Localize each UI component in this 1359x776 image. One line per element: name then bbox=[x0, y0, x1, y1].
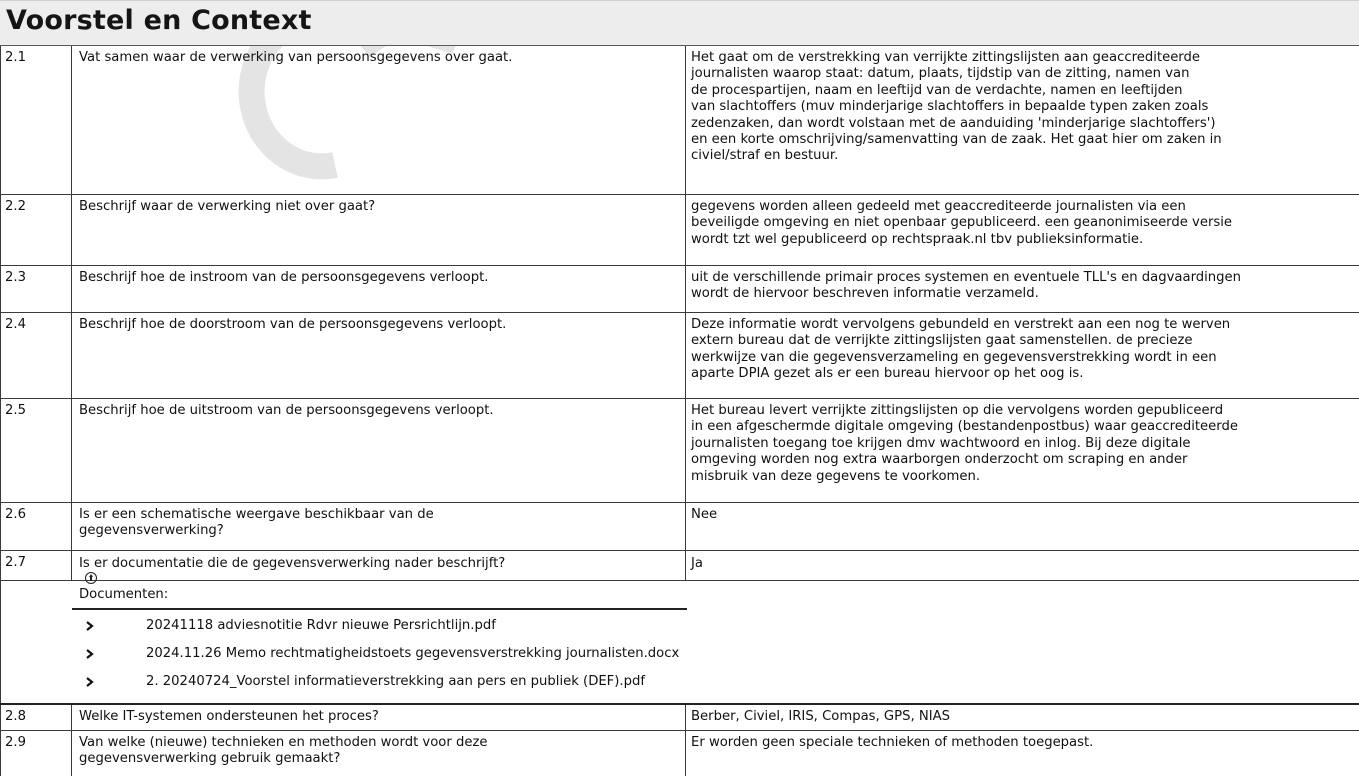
answer-line: Deze informatie wordt vervolgens gebundeld en verstrekt aan een nog te werven bbox=[691, 317, 1231, 332]
answer-line: aparte DPIA gezet als er een bureau hiervoor op het oog is. bbox=[691, 366, 1084, 382]
table-row bbox=[0, 266, 1359, 313]
answer-line: Nee bbox=[691, 507, 718, 522]
row-number: 2.4 bbox=[0, 313, 72, 398]
section-title: Voorstel en Context bbox=[6, 5, 312, 36]
answer-line: en een korte omschrijving/samenvatting van de zaak. Het gaat hier om zaken in bbox=[691, 132, 1222, 148]
answer-cell bbox=[686, 46, 1359, 194]
question-cell bbox=[72, 503, 686, 550]
row-number: 2.2 bbox=[0, 195, 72, 265]
chevron-right-icon bbox=[86, 677, 94, 687]
answer-line: de procespartijen, naam en leeftijd van de verdachte, namen en leeftijden bbox=[691, 82, 1183, 98]
documents-divider bbox=[72, 608, 687, 610]
answer-line: civiel/straf en bestuur. bbox=[691, 148, 839, 164]
answer-cell bbox=[686, 705, 1359, 730]
question-cell bbox=[72, 46, 686, 194]
row-number: 2.1 bbox=[0, 46, 72, 194]
answer-line: Berber, Civiel, IRIS, Compas, GPS, NIAS bbox=[691, 709, 950, 724]
question-text: gegevensverwerking? bbox=[79, 523, 224, 539]
answer-cell bbox=[686, 551, 1359, 580]
question-text: Van welke (nieuwe) technieken en methoden wordt voor deze bbox=[79, 735, 488, 750]
question-cell bbox=[72, 551, 686, 580]
question-cell bbox=[72, 705, 686, 730]
answer-line: uit de verschillende primair proces systemen en eventuele TLL's en dagvaardingen bbox=[691, 270, 1241, 285]
answer-line: van slachtoffers (muv minderjarige slachtoffers in bepaalde typen zaken zoals bbox=[691, 99, 1209, 115]
table-row bbox=[0, 551, 1359, 581]
answer-line: wordt de hiervoor beschreven informatie verzameld. bbox=[691, 286, 1039, 302]
answer-line: misbruik van deze gegevens te voorkomen. bbox=[691, 468, 981, 484]
row-number bbox=[0, 581, 72, 705]
answer-cell bbox=[686, 503, 1359, 550]
answer-cell bbox=[686, 195, 1359, 265]
section-header bbox=[0, 0, 1359, 46]
row-number: 2.9 bbox=[0, 731, 72, 776]
answer-line: journalisten toegang toe krijgen dmv wachtwoord en inlog. Bij deze digitale bbox=[691, 435, 1191, 451]
table-row bbox=[0, 399, 1359, 503]
answer-line: journalisten waarop staat: datum, plaats, tijdstip van de zitting, namen van bbox=[691, 66, 1190, 82]
answer-cell bbox=[686, 313, 1359, 398]
table-row bbox=[0, 46, 1359, 195]
table-row bbox=[0, 705, 1359, 731]
answer-line: wordt tzt wel gepubliceerd op rechtspraak.nl tbv publieksinformatie. bbox=[691, 231, 1144, 247]
chevron-right-icon bbox=[86, 649, 94, 659]
answer-line: in een afgeschermde digitale omgeving (bestandenpostbus) waar geaccrediteerde bbox=[691, 419, 1238, 435]
answer-cell bbox=[686, 399, 1359, 502]
documents-heading: Documenten: bbox=[79, 587, 169, 602]
question-cell bbox=[72, 195, 686, 265]
answer-line: werkwijze van die gegevensverzameling en gegevensverstrekking wordt in een bbox=[691, 349, 1217, 365]
table-row bbox=[0, 195, 1359, 266]
question-text: Welke IT-systemen ondersteunen het proces? bbox=[79, 709, 379, 724]
question-text: gegevensverwerking gebruik gemaakt? bbox=[79, 751, 341, 767]
row-number: 2.3 bbox=[0, 266, 72, 312]
answer-line: zedenzaken, dan wordt volstaan met de aanduiding 'minderjarige slachtoffers') bbox=[691, 115, 1216, 131]
chevron-right-icon bbox=[86, 621, 94, 631]
question-text: Is er een schematische weergave beschikbaar van de bbox=[79, 507, 434, 522]
table-row bbox=[0, 731, 1359, 776]
answer-line: gegevens worden alleen gedeeld met geaccrediteerde journalisten via een bbox=[691, 199, 1186, 214]
answer-line: Het bureau levert verrijkte zittingslijsten op die vervolgens worden gepubliceerd bbox=[691, 403, 1224, 418]
document-name[interactable]: 20241118 adviesnotitie Rdvr nieuwe Persrichtlijn.pdf bbox=[146, 618, 496, 633]
answer-cell bbox=[686, 731, 1359, 776]
answer-line: beveiligde omgeving en niet openbaar gepubliceerd. een geanonimiseerde versie bbox=[691, 215, 1233, 231]
question-cell bbox=[72, 731, 686, 776]
documents-section bbox=[0, 581, 1359, 705]
table-row bbox=[0, 313, 1359, 399]
question-cell bbox=[72, 399, 686, 502]
question-text: Beschrijf hoe de instroom van de persoonsgegevens verloopt. bbox=[79, 270, 489, 285]
row-number: 2.5 bbox=[0, 399, 72, 502]
document-name[interactable]: 2024.11.26 Memo rechtmatigheidstoets gegevensverstrekking journalisten.docx bbox=[146, 646, 680, 661]
row-number: 2.7 bbox=[0, 551, 72, 580]
question-text: Vat samen waar de verwerking van persoonsgegevens over gaat. bbox=[79, 50, 513, 65]
answer-line: extern bureau dat de verrijkte zittingslijsten gaat samenstellen. de precieze bbox=[691, 333, 1193, 349]
row-number: 2.8 bbox=[0, 705, 72, 730]
answer-line: Er worden geen speciale technieken of methoden toegepast. bbox=[691, 735, 1094, 750]
question-label: Is er documentatie die de gegevensverwerking nader beschrijft? bbox=[79, 556, 506, 571]
document-name[interactable]: 2. 20240724_Voorstel informatieverstrekking aan pers en publiek (DEF).pdf bbox=[146, 674, 645, 689]
row-number: 2.6 bbox=[0, 503, 72, 550]
question-cell bbox=[72, 313, 686, 398]
answer-cell bbox=[686, 266, 1359, 312]
question-text: Beschrijf hoe de uitstroom van de persoonsgegevens verloopt. bbox=[79, 403, 494, 418]
question-text: Beschrijf hoe de doorstroom van de persoonsgegevens verloopt. bbox=[79, 317, 507, 332]
question-text: Beschrijf waar de verwerking niet over gaat? bbox=[79, 199, 376, 214]
table-row bbox=[0, 503, 1359, 551]
answer-line: Het gaat om de verstrekking van verrijkte zittingslijsten aan geaccrediteerde bbox=[691, 50, 1200, 65]
answer-line: Ja bbox=[691, 556, 703, 571]
question-cell bbox=[72, 266, 686, 312]
answer-line: omgeving worden nog extra waarborgen onderzocht om scraping en ander bbox=[691, 452, 1188, 468]
